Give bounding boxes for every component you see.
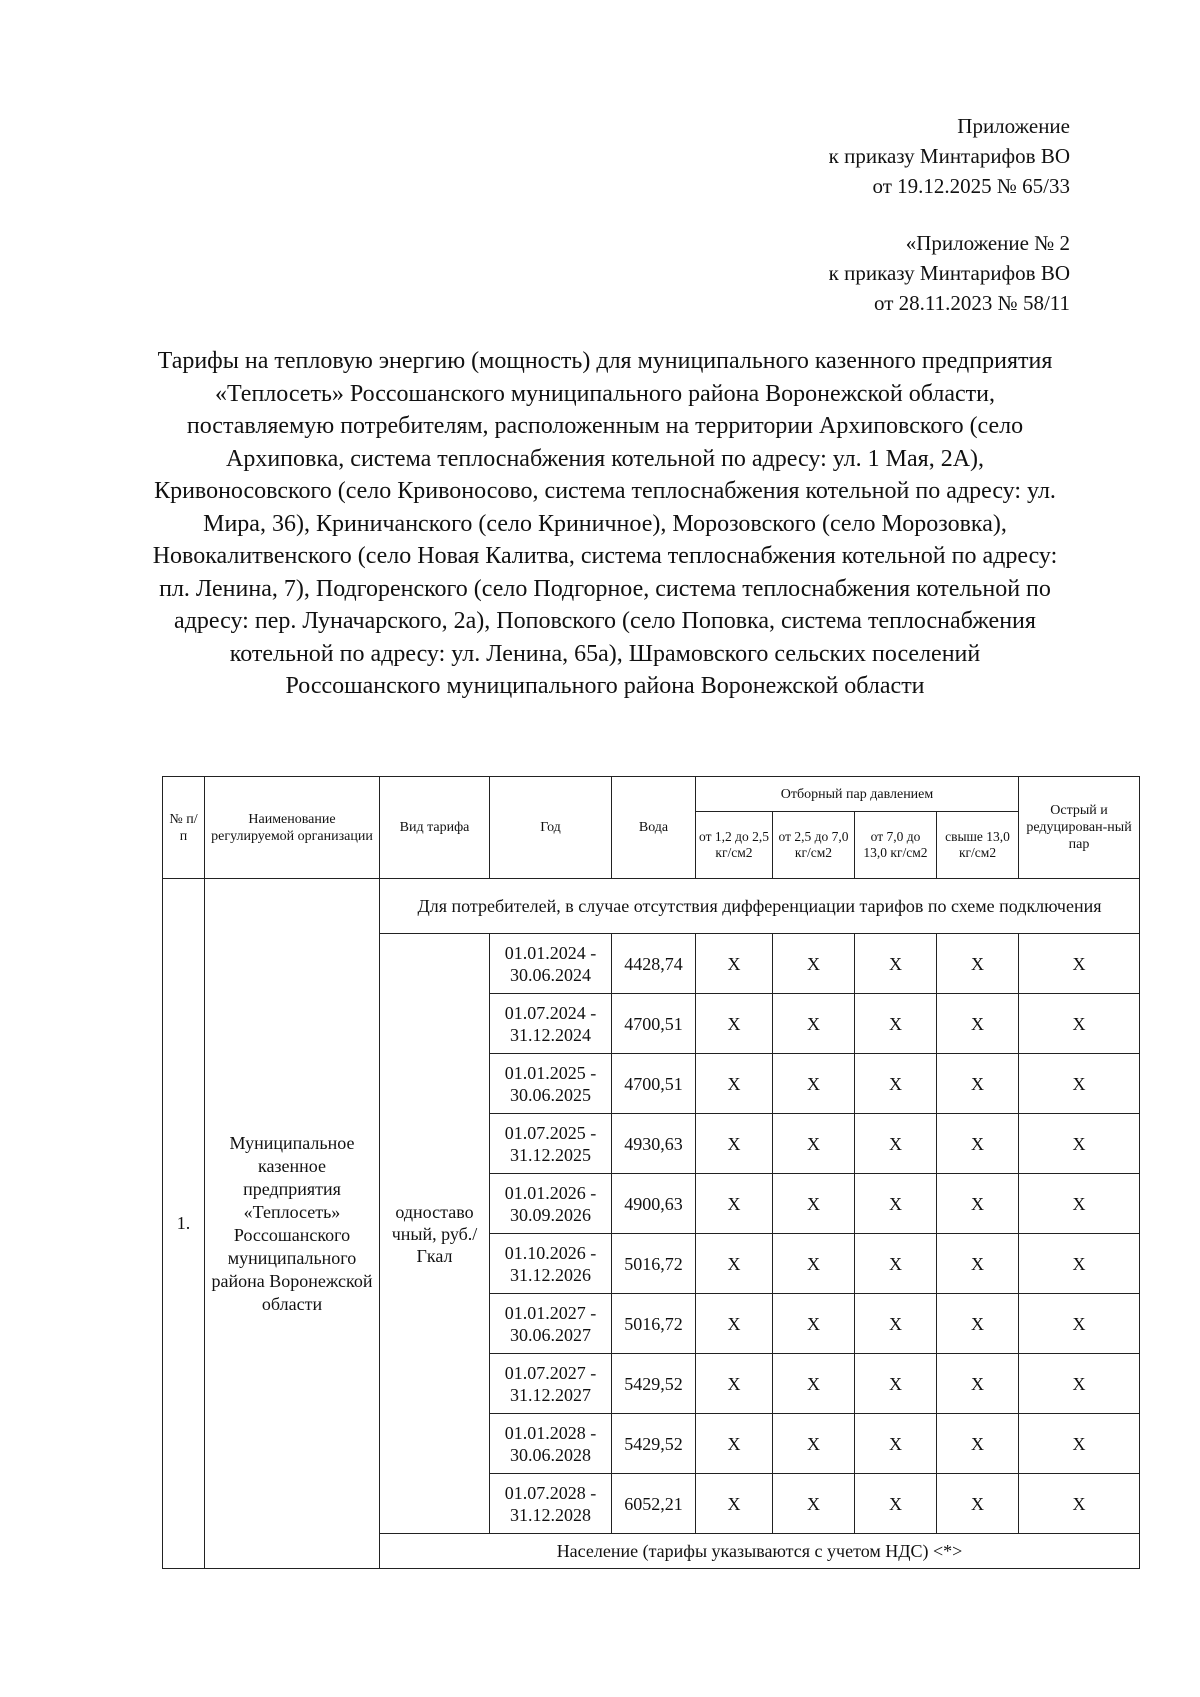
not-applicable-cell: X (855, 1294, 937, 1354)
water-tariff-cell: 6052,21 (612, 1474, 696, 1534)
not-applicable-cell: X (937, 1054, 1019, 1114)
not-applicable-cell: X (1019, 994, 1140, 1054)
appendix-line: Приложение (957, 114, 1070, 138)
water-tariff-cell: 5016,72 (612, 1234, 696, 1294)
header-steam-group: Отборный пар давлением (696, 777, 1019, 812)
water-tariff-cell: 5429,52 (612, 1414, 696, 1474)
not-applicable-cell: X (1019, 1114, 1140, 1174)
not-applicable-cell: X (937, 1174, 1019, 1234)
header-kind: Вид тарифа (380, 777, 490, 879)
not-applicable-cell: X (937, 1414, 1019, 1474)
not-applicable-cell: X (773, 1114, 855, 1174)
period-cell: 01.07.2024 - 31.12.2024 (490, 994, 612, 1054)
not-applicable-cell: X (696, 1354, 773, 1414)
not-applicable-cell: X (855, 994, 937, 1054)
not-applicable-cell: X (937, 1354, 1019, 1414)
appendix-line: к приказу Минтарифов ВО (828, 144, 1070, 168)
not-applicable-cell: X (696, 1414, 773, 1474)
not-applicable-cell: X (1019, 1174, 1140, 1234)
not-applicable-cell: X (773, 1474, 855, 1534)
document-title: Тарифы на тепловую энергию (мощность) для муниципального казенного предприятия «Теплосеть» Россошанского муниципального района Воронежской области, поставляемую потребителям, расположенным на территории Архиповского (село Архиповка, система теплоснабжения котельной по адресу: ул. 1 Мая, 2А), Кривоносовского (село Кривоносово, система теплоснабжения котельной по адресу: ул. Мира, 36), Криничанского (село Криничное), Морозовского (село Морозовка), Новокалитвенского (село Новая Калитва, система теплоснабжения котельной по адресу: пл. Ленина, 7), Подгоренского (село Подгорное, система теплоснабжения котельной по адресу: пер. Луначарского, 2а), Поповского (село Поповка, система теплоснабжения котельной по адресу: ул. Ленина, 65а), Шрамовского сельских поселений Россошанского муниципального района Воронежской области (152, 348, 1058, 699)
not-applicable-cell: X (855, 1174, 937, 1234)
not-applicable-cell: X (773, 1354, 855, 1414)
not-applicable-cell: X (1019, 1414, 1140, 1474)
period-cell: 01.01.2026 - 30.09.2026 (490, 1174, 612, 1234)
appendix-line: «Приложение № 2 (905, 231, 1070, 255)
water-tariff-cell: 4930,63 (612, 1114, 696, 1174)
appendix-header (829, 111, 1070, 201)
water-tariff-cell: 5016,72 (612, 1294, 696, 1354)
not-applicable-cell: X (855, 1474, 937, 1534)
not-applicable-cell: X (937, 934, 1019, 994)
header-pressure-2: от 2,5 до 7,0 кг/см2 (773, 812, 855, 879)
not-applicable-cell: X (696, 994, 773, 1054)
appendix-line: от 19.12.2025 № 65/33 (872, 174, 1070, 198)
appendix-line: к приказу Минтарифов ВО (828, 261, 1070, 285)
tariff-table (162, 776, 1140, 1569)
appendix2-header (829, 228, 1070, 318)
water-tariff-cell: 4700,51 (612, 1054, 696, 1114)
not-applicable-cell: X (855, 1114, 937, 1174)
not-applicable-cell: X (1019, 1294, 1140, 1354)
not-applicable-cell: X (696, 934, 773, 994)
not-applicable-cell: X (937, 1234, 1019, 1294)
period-cell: 01.07.2028 - 31.12.2028 (490, 1474, 612, 1534)
not-applicable-cell: X (855, 934, 937, 994)
not-applicable-cell: X (937, 994, 1019, 1054)
header-num: № п/п (163, 777, 205, 879)
header-sharp-steam: Острый и редуцирован-ный пар (1019, 777, 1140, 879)
appendix-line: от 28.11.2023 № 58/11 (874, 291, 1070, 315)
section-header: Для потребителей, в случае отсутствия дифференциации тарифов по схеме подключения (380, 879, 1140, 934)
water-tariff-cell: 4428,74 (612, 934, 696, 994)
not-applicable-cell: X (773, 1294, 855, 1354)
period-cell: 01.07.2027 - 31.12.2027 (490, 1354, 612, 1414)
not-applicable-cell: X (1019, 1354, 1140, 1414)
tariff-kind: одноставо чный, руб./Гкал (380, 934, 490, 1534)
not-applicable-cell: X (1019, 1234, 1140, 1294)
not-applicable-cell: X (696, 1114, 773, 1174)
period-cell: 01.10.2026 - 31.12.2026 (490, 1234, 612, 1294)
organization-name: Муниципальное казенное предприятия «Теплосеть» Россошанского муниципального района Воронежской области (205, 879, 380, 1569)
header-pressure-3: от 7,0 до 13,0 кг/см2 (855, 812, 937, 879)
not-applicable-cell: X (696, 1234, 773, 1294)
row-number: 1. (163, 879, 205, 1569)
not-applicable-cell: X (855, 1234, 937, 1294)
header-org: Наименование регулируемой организации (205, 777, 380, 879)
not-applicable-cell: X (937, 1114, 1019, 1174)
period-cell: 01.01.2025 - 30.06.2025 (490, 1054, 612, 1114)
not-applicable-cell: X (855, 1414, 937, 1474)
period-cell: 01.01.2027 - 30.06.2027 (490, 1294, 612, 1354)
not-applicable-cell: X (696, 1474, 773, 1534)
not-applicable-cell: X (696, 1294, 773, 1354)
not-applicable-cell: X (937, 1294, 1019, 1354)
period-cell: 01.01.2024 - 30.06.2024 (490, 934, 612, 994)
not-applicable-cell: X (773, 1174, 855, 1234)
header-pressure-4: свыше 13,0 кг/см2 (937, 812, 1019, 879)
section-header: Население (тарифы указываются с учетом НДС) <*> (380, 1534, 1140, 1569)
header-water: Вода (612, 777, 696, 879)
period-cell: 01.01.2028 - 30.06.2028 (490, 1414, 612, 1474)
header-year: Год (490, 777, 612, 879)
water-tariff-cell: 5429,52 (612, 1354, 696, 1414)
not-applicable-cell: X (773, 934, 855, 994)
not-applicable-cell: X (773, 1234, 855, 1294)
not-applicable-cell: X (1019, 1054, 1140, 1114)
not-applicable-cell: X (773, 1414, 855, 1474)
not-applicable-cell: X (855, 1054, 937, 1114)
water-tariff-cell: 4900,63 (612, 1174, 696, 1234)
period-cell: 01.07.2025 - 31.12.2025 (490, 1114, 612, 1174)
not-applicable-cell: X (937, 1474, 1019, 1534)
not-applicable-cell: X (1019, 934, 1140, 994)
header-pressure-1: от 1,2 до 2,5 кг/см2 (696, 812, 773, 879)
not-applicable-cell: X (1019, 1474, 1140, 1534)
not-applicable-cell: X (773, 994, 855, 1054)
water-tariff-cell: 4700,51 (612, 994, 696, 1054)
not-applicable-cell: X (855, 1354, 937, 1414)
not-applicable-cell: X (773, 1054, 855, 1114)
not-applicable-cell: X (696, 1054, 773, 1114)
not-applicable-cell: X (696, 1174, 773, 1234)
